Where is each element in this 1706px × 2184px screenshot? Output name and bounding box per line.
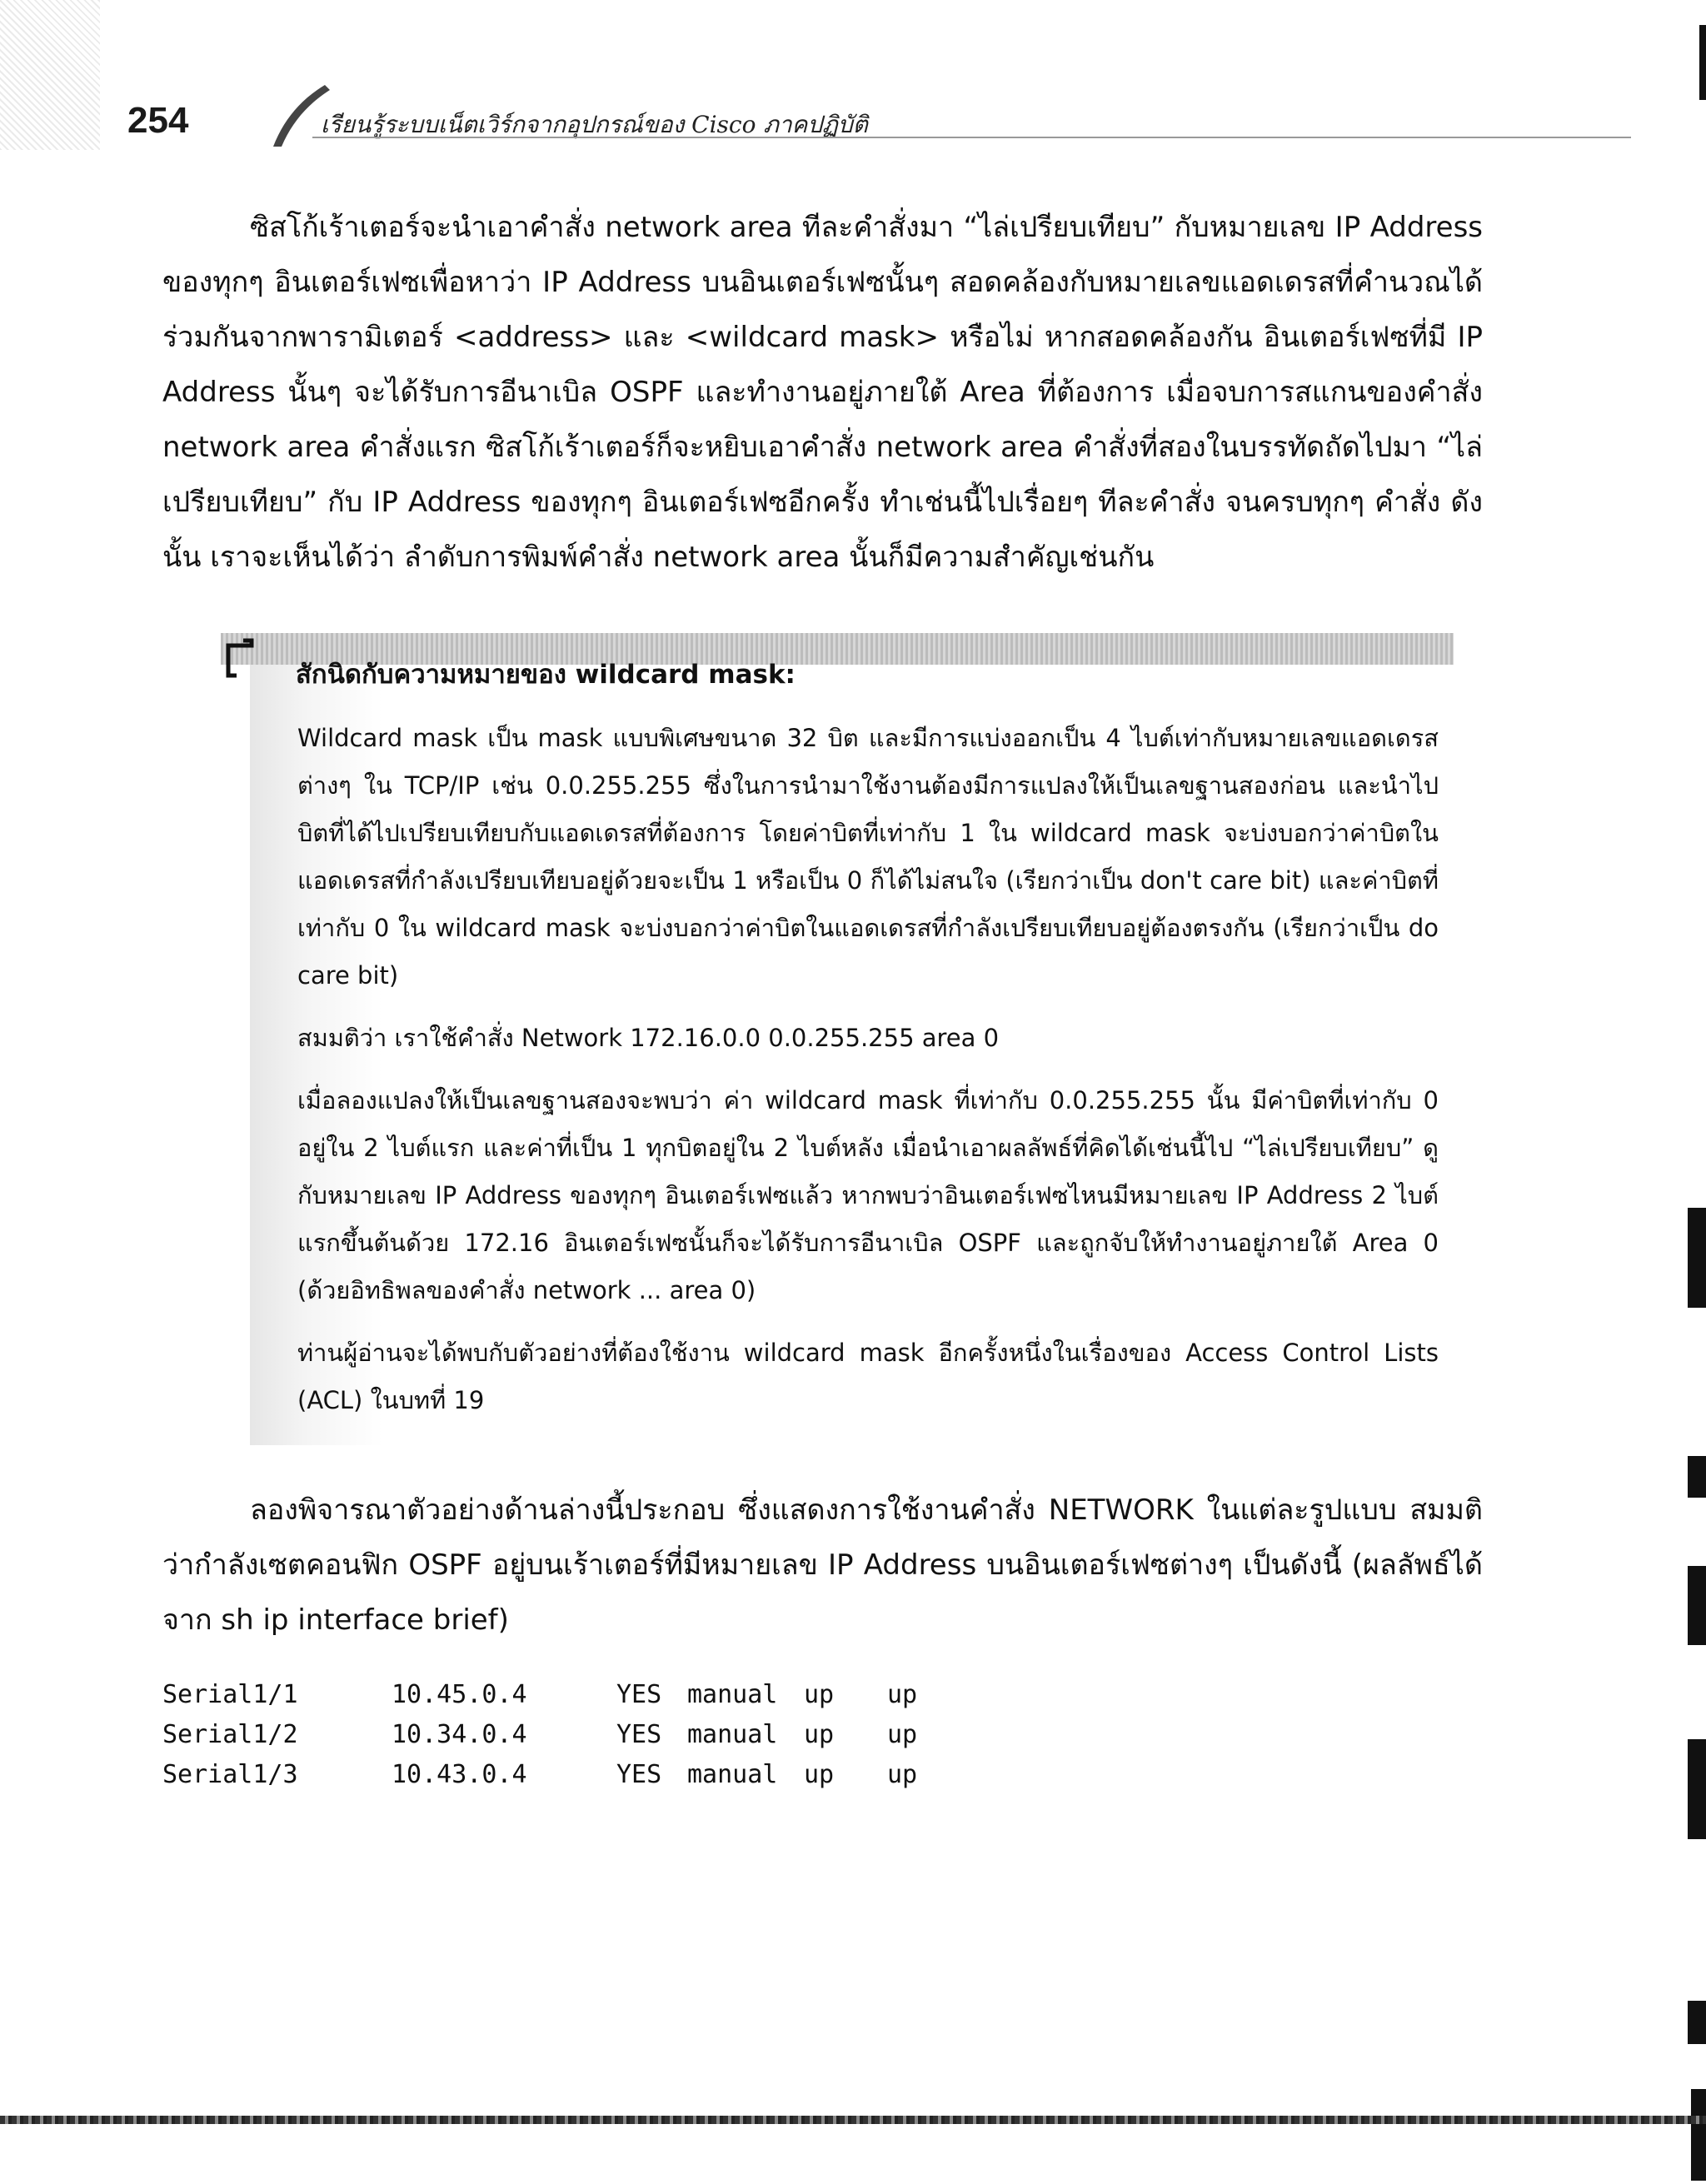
note-paragraph: Wildcard mask เป็น mask แบบพิเศษขนาด 32 บิต และมีการแบ่งออกเป็น 4 ไบต์เท่ากับหมายเลขแอดเดรสต่างๆ ใน TCP/IP เช่น 0.0.255.255 ซึ่งในการนำมาใช้งานต้องมีการแปลงให้เป็นเลขฐานสองก่อน และนำไปบิตที่ได้ไปเปรียบเทียบกับแอดเดรสที่ต้องการ โดยค่าบิตที่เท่ากับ 1 ใน wildcard mask จะบ่งบอกว่าค่าบิตในแอดเดรสที่กำลังเปรียบเทียบอยู่ด้วยจะเป็น 1 หรือเป็น 0 ก็ได้ไม่สนใจ (เรียกว่าเป็น don't care bit) และค่าบิตที่เท่ากับ 0 ใน wildcard mask จะบ่งบอกว่าค่าบิตในแอดเดรสที่กำลังเปรียบเทียบอยู่ต้องตรงกัน (เรียกว่าเป็น do care bit) [297, 724, 1439, 990]
interface-name: Serial1/1 [162, 1679, 298, 1709]
interface-name: Serial1/3 [162, 1759, 298, 1789]
example-intro-section [162, 1483, 1483, 1648]
margin-bar [1688, 2001, 1706, 2044]
interface-ok: YES [616, 1679, 662, 1709]
table-row [162, 1674, 917, 1714]
interface-protocol: up [887, 1679, 918, 1709]
note-paragraph: เมื่อลองแปลงให้เป็นเลขฐานสองจะพบว่า ค่า wildcard mask ที่เท่ากับ 0.0.255.255 นั้น มีค่าบิตที่เท่ากับ 0 อยู่ใน 2 ไบต์แรก และค่าที่เป็น 1 ทุกบิตอยู่ใน 2 ไบต์หลัง เมื่อนำเอาผลลัพธ์ที่คิดได้เช่นนี้ไป “ไล่เปรียบเทียบ” ดูกับหมายเลข IP Address ของทุกๆ อินเตอร์เฟซแล้ว หากพบว่าอินเตอร์เฟซไหนมีหมายเลข IP Address 2 ไบต์แรกขึ้นต้นด้วย 172.16 อินเตอร์เฟซนั้นก็จะได้รับการอีนาเบิล OSPF และถูกจับให้ทำงานอยู่ภายใต้ Area 0 (ด้วยอิทธิพลของคำสั่ง network ... area 0) [297, 1086, 1439, 1304]
margin-bar [1688, 1566, 1706, 1645]
interface-ok: YES [616, 1719, 662, 1749]
note-title: สักนิดกับความหมายของ wildcard mask: [296, 660, 796, 690]
bracket-arrow-icon [218, 637, 260, 681]
interface-ip: 10.43.0.4 [392, 1759, 527, 1789]
interface-ip: 10.45.0.4 [392, 1679, 527, 1709]
interface-protocol: up [887, 1759, 918, 1789]
page-header [121, 83, 1656, 142]
interface-method: manual [687, 1719, 778, 1749]
interface-protocol: up [887, 1719, 918, 1749]
note-body [297, 715, 1439, 1439]
table-row [162, 1714, 917, 1754]
intro-paragraph: ซิสโก้เร้าเตอร์จะนำเอาคำสั่ง network area ทีละคำสั่งมา “ไล่เปรียบเทียบ” กับหมายเลข IP Address ของทุกๆ อินเตอร์เฟซเพื่อหาว่า IP Address บนอินเตอร์เฟซนั้นๆ สอดคล้องกับหมายเลขแอดเดรสที่คำนวณได้ร่วมกันจากพารามิเตอร์ <address> และ <wildcard mask> หรือไม่ หากสอดคล้องกัน อินเตอร์เฟซที่มี IP Address นั้นๆ จะได้รับการอีนาเบิล OSPF และทำงานอยู่ภายใต้ Area ที่ต้องการ เมื่อจบการสแกนของคำสั่ง network area คำสั่งแรก ซิสโก้เร้าเตอร์ก็จะหยิบเอาคำสั่ง network area คำสั่งที่สองในบรรทัดถัดไปมา “ไล่เปรียบเทียบ” กับ IP Address ของทุกๆ อินเตอร์เฟซอีกครั้ง ทำเช่นนี้ไปเรื่อยๆ ทีละคำสั่ง จนครบทุกๆ คำสั่ง ดังนั้น เราจะเห็นได้ว่า ลำดับการพิมพ์คำสั่ง network area นั้นก็มีความสำคัญเช่นกัน [162, 211, 1483, 574]
interface-ok: YES [616, 1759, 662, 1789]
bottom-rule [0, 2116, 1706, 2124]
interface-brief-table [162, 1674, 917, 1794]
margin-bar [1688, 1456, 1706, 1498]
page-number: 254 [127, 100, 189, 141]
running-title: เรียนรู้ระบบเน็ตเวิร์กจากอุปกรณ์ของ Cisco ภาคปฏิบัติ [321, 111, 868, 138]
corner-mark [1683, 25, 1706, 100]
intro-section [162, 200, 1483, 585]
example-intro-paragraph: ลองพิจารณาตัวอย่างด้านล่างนี้ประกอบ ซึ่งแสดงการใช้งานคำสั่ง NETWORK ในแต่ละรูปแบบ สมมติว่ากำลังเซตคอนฟิก OSPF อยู่บนเร้าเตอร์ที่มีหมายเลข IP Address บนอินเตอร์เฟซต่างๆ เป็นดังนี้ (ผลลัพธ์ได้จาก sh ip interface brief) [162, 1493, 1483, 1637]
interface-ip: 10.34.0.4 [392, 1719, 527, 1749]
note-paragraph: สมมติว่า เราใช้คำสั่ง Network 172.16.0.0 0.0.255.255 area 0 [297, 1024, 1000, 1052]
margin-bar [1688, 1208, 1706, 1308]
interface-method: manual [687, 1679, 778, 1709]
note-paragraph: ท่านผู้อ่านจะได้พบกับตัวอย่างที่ต้องใช้งาน wildcard mask อีกครั้งหนึ่งในเรื่องของ Access Control Lists (ACL) ในบทที่ 19 [297, 1339, 1439, 1414]
margin-bar [1688, 1739, 1706, 1839]
interface-method: manual [687, 1759, 778, 1789]
interface-name: Serial1/2 [162, 1719, 298, 1749]
table-row [162, 1754, 917, 1794]
scan-noise [0, 0, 100, 150]
interface-status: up [804, 1759, 835, 1789]
interface-status: up [804, 1679, 835, 1709]
margin-bar [1691, 2089, 1706, 2181]
interface-status: up [804, 1719, 835, 1749]
header-rule [312, 137, 1631, 138]
